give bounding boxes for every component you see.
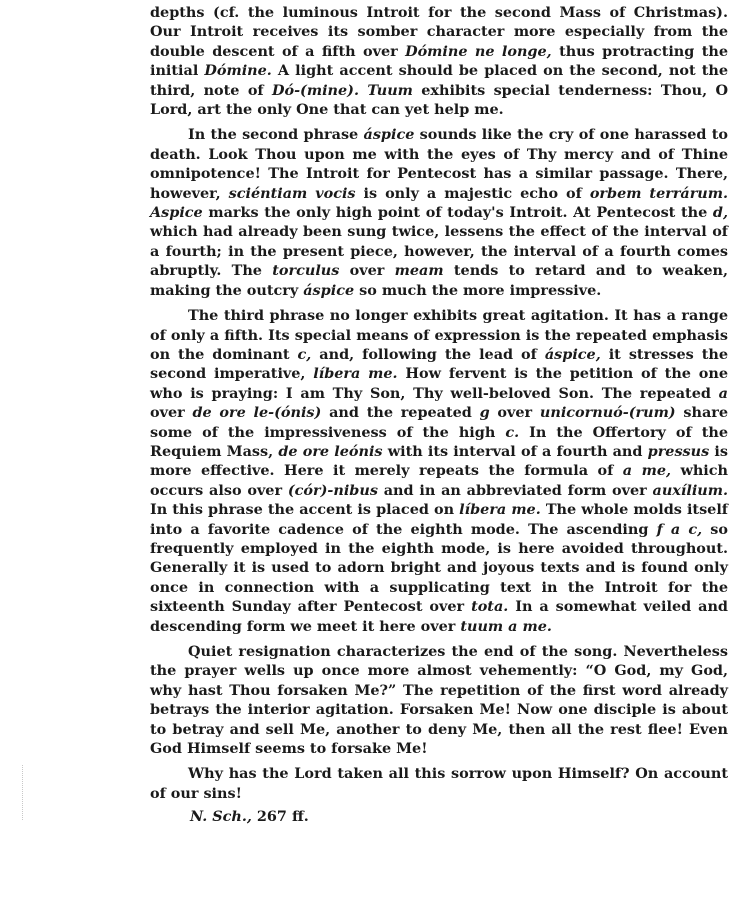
paragraph-3 (150, 306, 728, 636)
text-run: and the repeated (321, 404, 480, 422)
italic-term: c. (505, 423, 520, 441)
citation-source: N. Sch., (190, 808, 252, 826)
text-run: and, following the lead of (311, 345, 545, 363)
italic-term: meam (394, 262, 444, 280)
text-run: In the second phrase (188, 126, 364, 144)
italic-term: d, (712, 204, 728, 222)
text-run: exhibits special tenderness: Thou, O Lord, art the only One that can yet help me. (150, 81, 729, 119)
margin-mark (22, 765, 24, 820)
italic-term: tuum a me. (460, 617, 552, 635)
italic-term: áspice, (544, 345, 601, 363)
paragraph-5 (150, 764, 728, 803)
text-run: Quiet resignation characterizes the end of the song. Nevertheless the prayer wells up once more almost vehemently: “O God, my God, why hast Thou forsaken Me?” The repetition of the first word already betrays the interior agitation. Forsaken Me! Now one disciple is about to betray and sell Me, another to deny Me, then all the rest flee! Even God Himself seems to forsake Me! (150, 643, 728, 758)
text-run: depths (cf. the luminous Introit for the second Mass of Christmas). Our Introit receives its somber character more especially from the double descent of a fifth over (150, 4, 728, 60)
italic-term: torculus (272, 262, 340, 280)
text-run: thus protracting the initial (150, 42, 728, 80)
text-run: is more effective. Here it merely repeats the formula of (150, 442, 728, 480)
italic-term: a (718, 384, 728, 402)
italic-term: g (479, 404, 490, 422)
text-run: tends to retard and to weaken, making the outcry (150, 262, 729, 299)
italic-term: orbem terrárum. Aspice (150, 184, 729, 222)
text-run: In the Offertory of the Requiem Mass, (150, 423, 728, 460)
text-run: it stresses the second imperative, (150, 345, 729, 383)
text-run: so frequently employed in the eighth mode, is here avoided throughout. Generally it is used to adorn bright and joyous texts and is found only once in connection with a supplicating text in the Introit for the sixteenth Sunday after Pentecost over (150, 520, 729, 616)
italic-term: de ore leónis (278, 442, 383, 460)
paragraph-1 (150, 3, 728, 119)
text-run: so much the more impressive. (354, 281, 602, 299)
italic-term: de ore le-(ónis) (192, 404, 322, 422)
italic-term: c, (297, 345, 312, 363)
italic-term: áspice (363, 126, 415, 144)
paragraph-2 (150, 125, 728, 300)
paragraph-4 (150, 642, 728, 758)
italic-term: auxílium. (652, 481, 728, 499)
text-run: which had already been sung twice, lessens the effect of the interval of a fourth; in the present piece, however, the interval of a fourth comes abruptly. The (150, 223, 728, 280)
text-run: Why has the Lord taken all this sorrow upon Himself? On account of our sins! (150, 765, 728, 802)
italic-term: (cór)-nibus (287, 481, 378, 499)
italic-term: Dómine ne longe, (405, 42, 552, 60)
text-run: over (150, 404, 193, 422)
italic-term: Dó-(mine). Tuum (272, 81, 413, 99)
text-run: share some of the impressiveness of the high (150, 404, 729, 441)
italic-term: áspice (303, 281, 355, 299)
text-run: with its interval of a fourth and (382, 442, 648, 460)
citation (150, 807, 728, 826)
italic-term: líbera me. (313, 365, 398, 383)
text-run: The third phrase no longer exhibits great agitation. It has a range of only a fifth. Its special means of expression is the repeated emphasis on the dominant (150, 307, 728, 363)
text-run: marks the only high point of today's Introit. At Pentecost the (202, 204, 713, 222)
text-run: How fervent is the petition of the one who is praying: I am Thy Son, Thy well-beloved Son. The repeated (150, 365, 729, 402)
italic-term: tota. (471, 598, 509, 616)
text-run: is only a majestic echo of (355, 184, 590, 202)
text-run: which occurs also over (150, 462, 728, 499)
italic-term: pressus (647, 442, 710, 460)
text-run: A light accent should be placed on the second, not the third, note of (150, 62, 728, 99)
text-run: sounds like the cry of one harassed to death. Look Thou upon me with the eyes of Thy mercy and of Thine omnipotence! The Introit for Pentecost has a similar passage. There, however, (150, 126, 728, 202)
italic-term: líbera me. (459, 501, 541, 519)
italic-term: a me, (622, 462, 671, 480)
text-run: In a somewhat veiled and descending form we meet it here over (150, 598, 728, 635)
italic-term: f a c, (656, 520, 703, 538)
text-run: and in an abbreviated form over (377, 481, 653, 499)
italic-term: Dómine. (204, 62, 272, 80)
italic-term: sciéntiam vocis (228, 184, 356, 202)
citation-pages: 267 ff. (251, 808, 309, 826)
text-run: In this phrase the accent is placed on (150, 501, 460, 519)
italic-term: unicornuó-(rum) (539, 404, 676, 422)
text-run: over (489, 404, 540, 422)
document-page (150, 3, 728, 827)
text-run: The whole molds itself into a favorite cadence of the eighth mode. The ascending (150, 501, 728, 538)
text-run: over (339, 262, 395, 280)
